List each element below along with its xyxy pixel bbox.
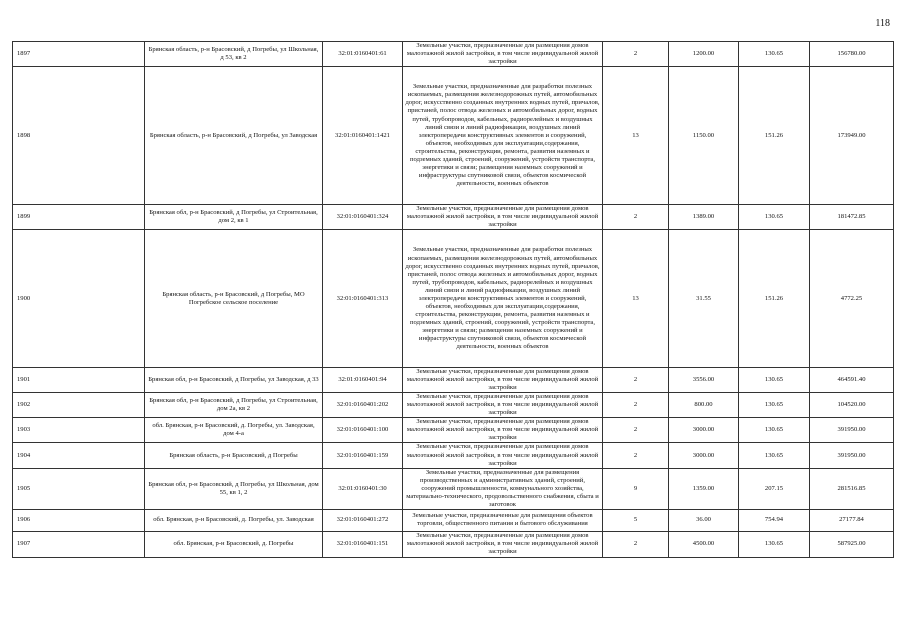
cadastral-number-cell: 32:01:0160401:100 [323,418,403,443]
address-cell: Брянская обл, р-н Брасовский, д Погребы, ул Строительная, дом 2а, кв 2 [145,393,323,418]
land-purpose-cell: Земельные участки, предназначенные для размещения домов малоэтажной жилой застройки, в том числе индивидуальной жилой застройки [403,368,603,393]
specific-value-cell: 130.65 [739,42,810,67]
address-cell: обл. Брянская, р-н Брасовский, д. Погребы [145,531,323,557]
specific-value-cell: 130.65 [739,418,810,443]
cadastral-number-cell: 32:01:0160401:1421 [323,67,403,205]
specific-value-cell: 130.65 [739,205,810,230]
purpose-code-cell: 9 [603,468,669,509]
address-cell: Брянская область, р-н Брасовский, д Погребы, ул Заводская [145,67,323,205]
land-purpose-cell: Земельные участки, предназначенные для размещения домов малоэтажной жилой застройки, в том числе индивидуальной жилой застройки [403,205,603,230]
specific-value-cell: 130.65 [739,368,810,393]
cadastral-value-cell: 181472.85 [810,205,894,230]
area-cell: 3556.00 [669,368,739,393]
row-number-cell: 1907 [13,531,145,557]
row-number-cell: 1903 [13,418,145,443]
table-row [13,468,894,509]
row-number-cell: 1900 [13,230,145,368]
cadastral-value-cell: 173949.00 [810,67,894,205]
cadastral-number-cell: 32:01:0160401:159 [323,443,403,468]
cadastral-value-cell: 391950.00 [810,418,894,443]
cadastral-value-cell: 104520.00 [810,393,894,418]
table-row [13,509,894,531]
specific-value-cell: 151.26 [739,67,810,205]
page-number: 118 [875,18,890,29]
area-cell: 1389.00 [669,205,739,230]
address-cell: Брянская обл, р-н Брасовский, д Погребы, ул Заводская, д 33 [145,368,323,393]
area-cell: 1200.00 [669,42,739,67]
purpose-code-cell: 2 [603,42,669,67]
row-number-cell: 1897 [13,42,145,67]
land-purpose-cell: Земельные участки, предназначенные для размещения объектов торговли, общественного питания и бытового обслуживания [403,509,603,531]
table-row [13,42,894,67]
row-number-cell: 1898 [13,67,145,205]
specific-value-cell: 130.65 [739,443,810,468]
cadastral-number-cell: 32:01:0160401:61 [323,42,403,67]
row-number-cell: 1901 [13,368,145,393]
area-cell: 1150.00 [669,67,739,205]
land-purpose-cell: Земельные участки, предназначенные для разработки полезных ископаемых, размещения железнодорожных путей, автомобильных дорог, искусственно созданных внутренних водных путей, причалов, пристаней, полос отвода железных и автомобильных дорог, водных путей, трубопроводов, кабельных, радиорелейных и воздушных линий связи и линий радиофикации, воздушных линий электропередачи конструктивных элементов и сооружений, объектов, необходимых для эксплуатации,содержания, строительства, реконструкции, ремонта, развития наземных и подземных зданий, строений, сооружений, устройств транспорта, энергетики и связи; размещения наземных сооружений и инфраструктуры спутниковой связи, объектов космической деятельности, военных объектов [403,67,603,205]
specific-value-cell: 130.65 [739,393,810,418]
land-purpose-cell: Земельные участки, предназначенные для размещения домов малоэтажной жилой застройки, в том числе индивидуальной жилой застройки [403,531,603,557]
area-cell: 800.00 [669,393,739,418]
purpose-code-cell: 5 [603,509,669,531]
row-number-cell: 1899 [13,205,145,230]
area-cell: 36.00 [669,509,739,531]
area-cell: 3000.00 [669,443,739,468]
address-cell: Брянская область, р-н Брасовский, д Погребы, ул Школьная, д 53, кв 2 [145,42,323,67]
cadastral-number-cell: 32:01:0160401:30 [323,468,403,509]
row-number-cell: 1906 [13,509,145,531]
purpose-code-cell: 13 [603,67,669,205]
land-purpose-cell: Земельные участки, предназначенные для размещения производственных и административных зданий, строений, сооружений промышленности, коммунального хозяйства, материально-технического, продовольственного снабжения, сбыта и заготовок [403,468,603,509]
cadastral-number-cell: 32:01:0160401:94 [323,368,403,393]
cadastral-value-cell: 27177.84 [810,509,894,531]
cadastral-value-cell: 464591.40 [810,368,894,393]
specific-value-cell: 130.65 [739,531,810,557]
cadastral-number-cell: 32:01:0160401:272 [323,509,403,531]
purpose-code-cell: 2 [603,393,669,418]
purpose-code-cell: 2 [603,205,669,230]
cadastral-value-cell: 4772.25 [810,230,894,368]
purpose-code-cell: 2 [603,368,669,393]
address-cell: обл. Брянская, р-н Брасовский, д. Погребы, ул. Заводская [145,509,323,531]
table-row [13,418,894,443]
area-cell: 31.55 [669,230,739,368]
land-plot-register-table [12,41,894,558]
table-row [13,531,894,557]
cadastral-value-cell: 156780.00 [810,42,894,67]
table-row [13,368,894,393]
table-row [13,443,894,468]
area-cell: 4500.00 [669,531,739,557]
cadastral-number-cell: 32:01:0160401:324 [323,205,403,230]
table-row [13,230,894,368]
table-row [13,67,894,205]
address-cell: Брянская область, р-н Брасовский, д Погребы [145,443,323,468]
land-purpose-cell: Земельные участки, предназначенные для разработки полезных ископаемых, размещения железнодорожных путей, автомобильных дорог, искусственно созданных внутренних водных путей, причалов, пристаней, полос отвода железных и автомобильных дорог, водных путей, трубопроводов, кабельных, радиорелейных и воздушных линий связи и линий радиофикации, воздушных линий электропередачи конструктивных элементов и сооружений, объектов, необходимых для эксплуатации,содержания, строительства, реконструкции, ремонта, развития наземных и подземных зданий, строений, сооружений, устройств транспорта, энергетики и связи; размещения наземных сооружений и инфраструктуры спутниковой связи, объектов космической деятельности, военных объектов [403,230,603,368]
table-row [13,393,894,418]
area-cell: 1359.00 [669,468,739,509]
purpose-code-cell: 13 [603,230,669,368]
address-cell: Брянская обл, р-н Брасовский, д Погребы, ул Школьная, дом 55, кв 1, 2 [145,468,323,509]
address-cell: обл. Брянская, р-н Брасовский, д. Погребы, ул. Заводская, дом 4-а [145,418,323,443]
purpose-code-cell: 2 [603,531,669,557]
address-cell: Брянская область, р-н Брасовский, д Погребы, МО Погребское сельское поселение [145,230,323,368]
land-purpose-cell: Земельные участки, предназначенные для размещения домов малоэтажной жилой застройки, в том числе индивидуальной жилой застройки [403,418,603,443]
area-cell: 3000.00 [669,418,739,443]
cadastral-number-cell: 32:01:0160401:151 [323,531,403,557]
purpose-code-cell: 2 [603,418,669,443]
table-row [13,205,894,230]
purpose-code-cell: 2 [603,443,669,468]
cadastral-value-cell: 281516.85 [810,468,894,509]
land-purpose-cell: Земельные участки, предназначенные для размещения домов малоэтажной жилой застройки, в том числе индивидуальной жилой застройки [403,42,603,67]
row-number-cell: 1905 [13,468,145,509]
specific-value-cell: 207.15 [739,468,810,509]
address-cell: Брянская обл, р-н Брасовский, д Погребы, ул Строительная, дом 2, кв 1 [145,205,323,230]
specific-value-cell: 151.26 [739,230,810,368]
land-purpose-cell: Земельные участки, предназначенные для размещения домов малоэтажной жилой застройки, в том числе индивидуальной жилой застройки [403,443,603,468]
row-number-cell: 1904 [13,443,145,468]
cadastral-value-cell: 587925.00 [810,531,894,557]
row-number-cell: 1902 [13,393,145,418]
land-purpose-cell: Земельные участки, предназначенные для размещения домов малоэтажной жилой застройки, в том числе индивидуальной жилой застройки [403,393,603,418]
cadastral-value-cell: 391950.00 [810,443,894,468]
cadastral-number-cell: 32:01:0160401:202 [323,393,403,418]
cadastral-number-cell: 32:01:0160401:313 [323,230,403,368]
specific-value-cell: 754.94 [739,509,810,531]
